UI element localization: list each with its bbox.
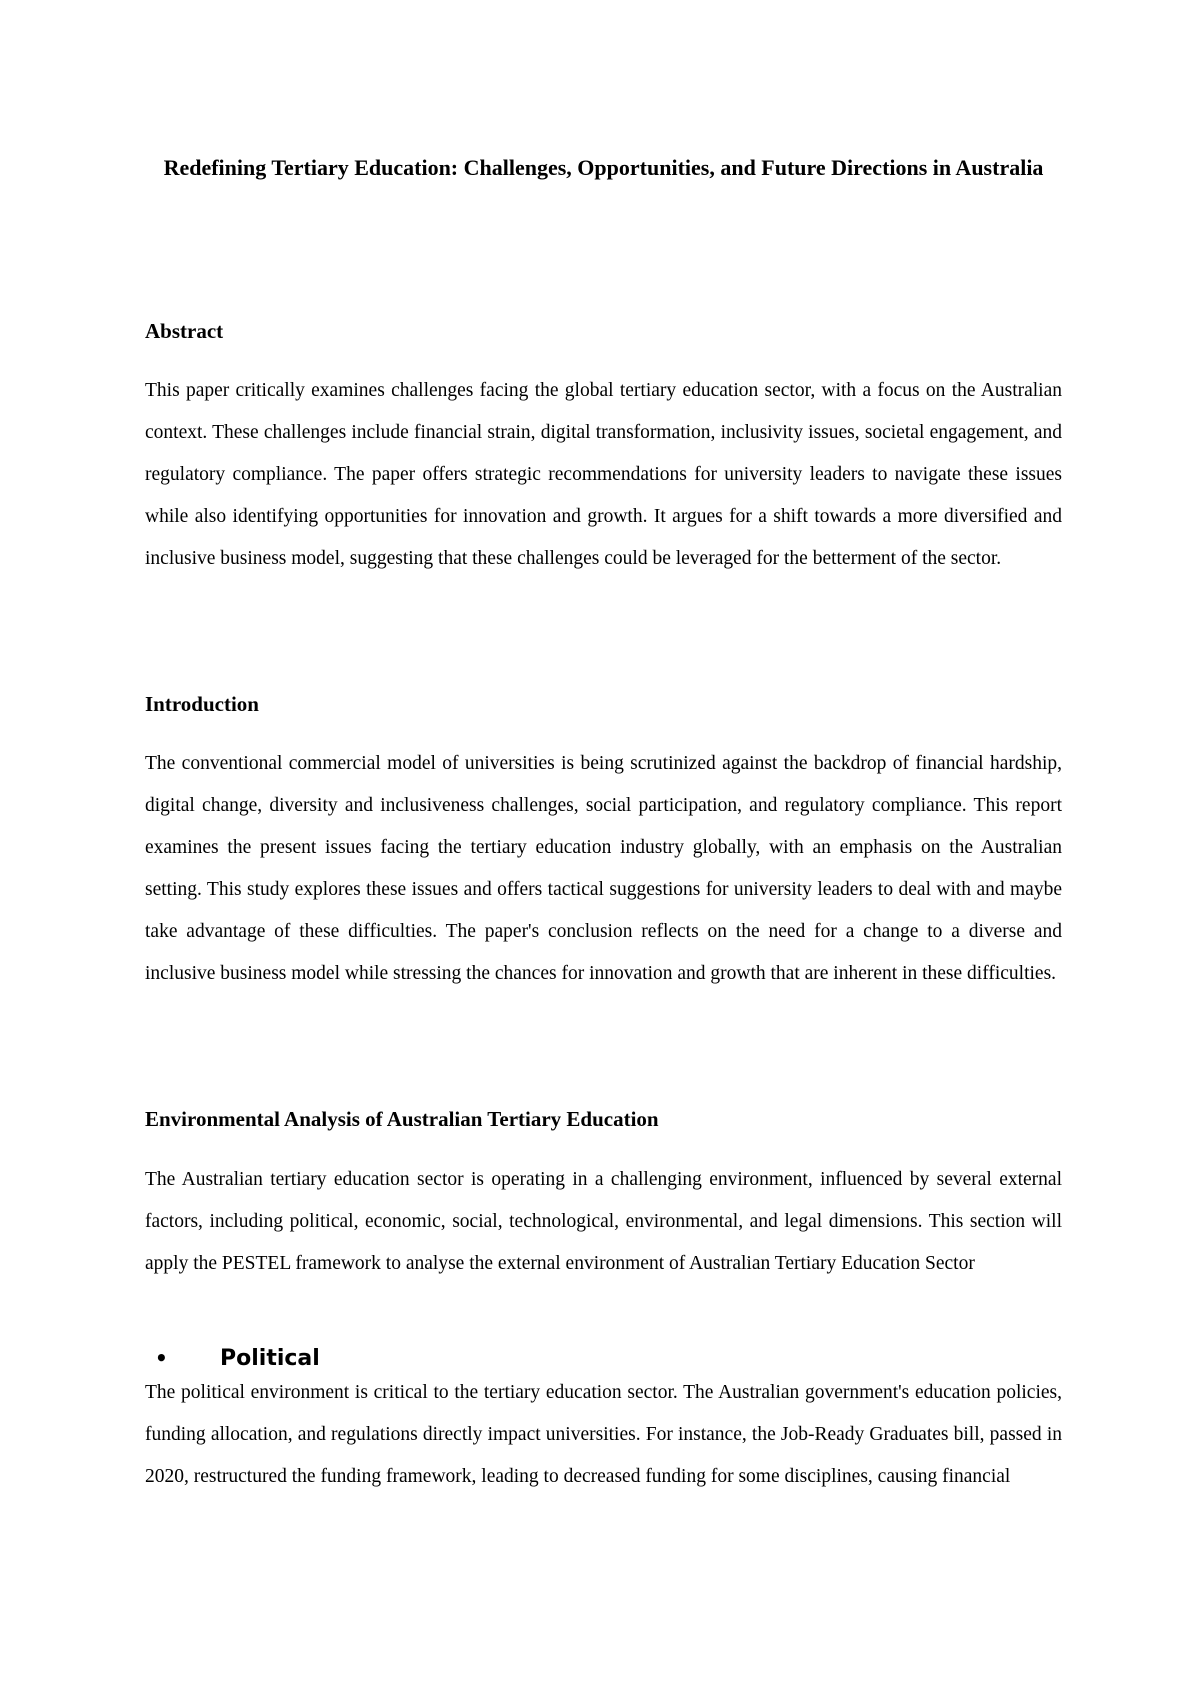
section-heading-introduction: Introduction: [145, 692, 259, 716]
abstract-paragraph: This paper critically examines challenges facing the global tertiary education sector, with a focus on the Australian context. These challenges include financial strain, digital transformation, inclusivity issues, societal engagement, and regulatory compliance. The paper offers strategic recommendations for university leaders to navigate these issues while also identifying opportunities for innovation and growth. It argues for a shift towards a more diversified and inclusive business model, suggesting that these challenges could be leveraged for the betterment of the sector.: [145, 380, 1062, 569]
bullet-icon: •: [155, 1346, 168, 1370]
section-heading-environmental-analysis: Environmental Analysis of Australian Tertiary Education: [145, 1107, 659, 1131]
environmental-analysis-paragraph: The Australian tertiary education sector is operating in a challenging environment, influenced by several external factors, including political, economic, social, technological, environmental, and legal dimensions. This section will apply the PESTEL framework to analyse the external environment of Australian Tertiary Education Sector: [145, 1169, 1062, 1274]
bullet-heading-political: Political: [220, 1345, 320, 1371]
section-heading-abstract: Abstract: [145, 319, 224, 343]
introduction-paragraph: The conventional commercial model of universities is being scrutinized against the backdrop of financial hardship, digital change, diversity and inclusiveness challenges, social participation, and regulatory compliance. This report examines the present issues facing the tertiary education industry globally, with an emphasis on the Australian setting. This study explores these issues and offers tactical suggestions for university leaders to deal with and maybe take advantage of these difficulties. The paper's conclusion reflects on the need for a change to a diverse and inclusive business model while stressing the chances for innovation and growth that are inherent in these difficulties.: [145, 753, 1062, 984]
bullet-item-political: [155, 1343, 320, 1373]
document-title: Redefining Tertiary Education: Challenges, Opportunities, and Future Directions in Australia: [163, 155, 1044, 180]
political-paragraph: The political environment is critical to the tertiary education sector. The Australian government's education policies, funding allocation, and regulations directly impact universities. For instance, the Job-Ready Graduates bill, passed in 2020, restructured the funding framework, leading to decreased funding for some disciplines, causing financial: [145, 1382, 1062, 1487]
